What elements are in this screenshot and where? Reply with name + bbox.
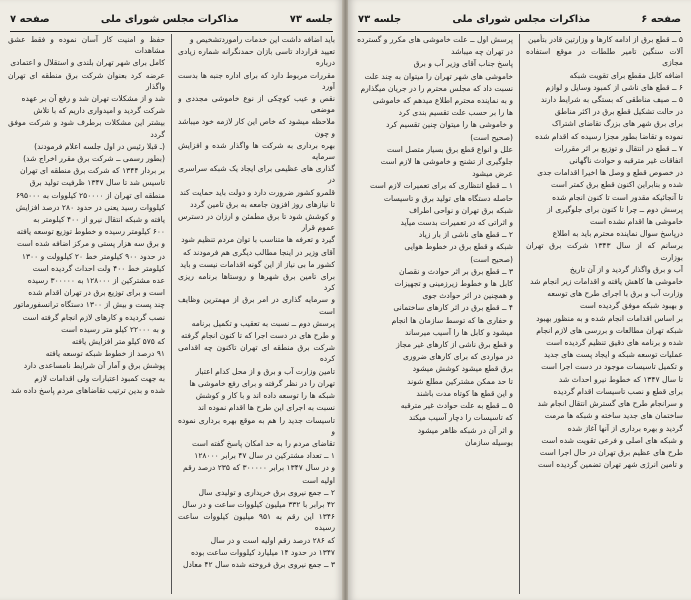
text-line: ۴ ــ قطع برق در اثر کارهای ساختمانی [393,303,513,313]
text-line: خاموشی ها کاهش یافته و اقدامات زیر انجام شد [530,277,683,287]
text-line: شبکه تهران مطالعات و بررسی های لازم انجام [536,325,683,335]
text-line: گذاری های عظیمی برای ایجاد یک شبکه سراسری در [178,164,335,185]
text-line: پاسخ جناب آقای وزیر آب و برق [413,59,513,69]
text-line: تا حد ممکن مشترکین مطلع شوند [407,376,513,386]
text-line: مقررات مربوط دارد که برای اداره جنبه ها بدست آورد [178,70,335,91]
text-line: چند پست و بیش از ۱۳۰۰ دستگاه ترانسفورماتور [13,300,165,310]
text-line: و بهبود شبکه موفق گردیده است [579,301,683,311]
text-line: برسانم که از سال ۱۳۴۳ شرکت برق تهران بوزارت [526,241,683,262]
text-line: اتفاقات غیر مترقبه و حوادث ناگهانی [569,156,683,166]
text-line: اولیه است [302,475,335,485]
text-line: کامل برای شهر تهران بلندی و استقلال و اعتمادی [10,58,165,68]
text-line: علل و انواع قطع برق بسیار متصل است [386,144,513,154]
text-line: عرضه کرد بعنوان شرکت برق منطقه ای تهران واگذار [8,70,165,91]
text-line: ۳ ــ جمع نیروی برق فروخته شده سال ۴۲ معادل [183,559,335,569]
text-line: نسبت داد که مجلس محترم را در جریان میگذارم [360,83,513,93]
column-divider [171,34,172,594]
header-rule [10,31,333,32]
text-line: تاسیس شد تا سال ۱۳۴۷ ظرفیت تولید برق [29,178,165,188]
text-line: برای برق شهر های بزرگ تقاضای اشتراک [552,119,683,129]
left-page-columns [8,34,335,594]
text-line: ۴۲ برابر با ۳۳۲ میلیون کیلووات ساعت و در سال [182,499,335,509]
text-line: شبکه برق تهران و نواحی اطراف [409,205,513,215]
text-line: و سرانجام طرح های گسترش انتقال انجام شد [537,399,683,409]
text-line: شبکه ها را توسعه داده اند و با کار و کوشش [195,391,335,401]
text-line: بر بردار ۱۳۴۴ که شرکت برق منطقه ای تهران [20,166,165,176]
text-line: ملاحظه میشود که خاص این کار لازمه خود میباشد و چون [178,117,335,138]
text-line: در خصوص قطع و وصل ها اخیرا اقدامات جدی [537,168,683,178]
left-page-title: مذاکرات مجلس شورای ملی [100,13,239,25]
text-line: ساختمان های جدید ساخته و شبکه ها مرمت [544,411,683,421]
text-line: تا سال ۱۳۴۷ که خطوط نیرو احداث شد [558,374,683,384]
text-line: و قطع برق ناشی از کارهای غیر مجاز [396,340,513,350]
text-line: باید اضافه داشت این خدمات راموردتشخیص و [190,35,335,44]
text-line: و تکمیل تاسیسات موجود در دست اجرا است [541,362,683,372]
text-line: نموده و تقاضا بطور مجزا رسیده که اقدام شده [535,131,683,141]
text-line: تاسیسات جدید را هم به موقع بهره برداری نموده و [178,415,335,436]
text-line: آلات سنگین تامیر طلطات در موقع استفاده مجازی [526,47,683,68]
text-line: شد و از مشکلات تهران شد و رفع آن بر عهده [21,94,165,104]
left-page-session: جلسه ۷۳ [289,13,333,25]
text-line: که ۲۸۶ درصد رقم اولیه است و در سال [210,535,335,545]
text-line: ۱ ــ تعداد مشترکین در سال ۴۷ برابر ۱۲۸۰۰۰ [194,451,335,461]
text-line: پرسش دوم ــ چرا تا کنون برای جلوگیری از [547,204,683,214]
text-line: (صحیح است) [470,254,513,264]
text-line: در حالت تشکیل قطع برق در اکثر مناطق [554,107,683,117]
right-page-title: مذاکرات مجلس شورای ملی [452,13,591,25]
text-line: نصب گردیده و کارهای لازم انجام گرفته است [22,312,165,322]
text-line: برای تامین برق شهرها و روستاها برنامه ریزی کرد [178,272,335,293]
left-page-number: صفحه ۷ [10,13,50,25]
text-line: برای قطع و نصب تاسیسات اقدام گردیده [553,386,683,396]
text-line: تعیید قرارداد تاسی بازان حمدنگرانه شماره زیادی درباره [178,47,335,68]
text-line: کشور ما بی نیاز از این گونه اقدامات نیست و باید [179,259,335,269]
text-line: در مواردی که برای کارهای ضروری [402,352,513,362]
text-line: بیشتر این مشکلات برطرف شود و شرکت موفق گردد [8,118,165,139]
text-line: و حفاری ها که توسط سازمان ها انجام [391,315,513,325]
text-line: عملیات توسعه شبکه و ایجاد پست های جدید [543,350,683,360]
text-line: (بطور رسمی ــ شرکت برق مقرر اخراج شد) [23,154,165,164]
text-line: یافته و شبکه انتقال نیرو از ۴۰۰ کیلومتر به [33,215,165,225]
text-line: میشود و کابل ها را آسیب میرساند [404,327,513,337]
text-line: گردید و بهره برداری از آنها آغاز شده [567,423,683,433]
text-line: و برق سه هزار پستی و مرکز اضافه شده است [16,239,165,249]
text-line: و شبکه های اصلی و فرعی تقویت شده است [541,435,683,445]
text-line: بر اساس اقدامات انجام شده و به منظور بهبود [536,313,683,323]
text-line: کابل ها و خطوط زیرزمینی و تجهیزات [394,279,513,289]
text-line: (ـ قبلا رئیس در اول جلسه اعلام فرمودند) [34,141,165,151]
text-line: (صحیح است) [470,132,513,142]
left-page-column-right [178,34,335,594]
text-line: تا نیازهای روز افزون جامعه به برق تامین گردد [190,199,335,209]
text-line: ۷ ــ قطع در انتقال و توزیع بر اثر مقررات [554,143,683,153]
right-page [348,0,691,600]
text-line: در تهران چه میباشد [451,47,513,57]
text-line: قلمرو کشور ضرورت دارد و دولت باید حمایت کند [179,187,335,197]
text-line: بهره برداری به شرکت ها واگذار شده و افزایش سرمایه [178,140,335,162]
left-page-column-left [8,34,165,594]
text-line: و این قطع ها کوتاه مدت باشند [416,388,513,398]
text-line: منطقه ای تهران از ۲۵۰۰۰۰ کیلووات به ۶۹۵۰۰۰ [15,190,165,200]
text-line: شده و برنامه های دقیق تنظیم گردیده است [546,338,683,348]
text-line: ۱۳۴۷ در حدود ۱۴ میلیارد کیلووات ساعت بوده [190,547,335,557]
text-line: به جهت کمبود اعتبارات ولی اقدامات لازم [34,373,165,383]
text-line: شرکت گردید و امیدواری داریم که با تلاش [33,106,165,116]
text-line: و طرح های در دست اجرا که تا کنون انجام گرفته [180,331,335,341]
right-page-number: صفحه ۶ [641,13,681,25]
text-line: و خاموشی ها را میتوان چنین تقسیم کرد [386,120,513,130]
text-line: نقص و عیب کوچکی از نوع خاموشی مجددی و موضعی [178,94,335,115]
column-divider [519,34,520,594]
text-line: تقاضای مردم را به حد امکان پاسخ گفته است [192,438,335,448]
text-line: تامین وزارت آب و برق و از محل کدام اعتبار [195,366,335,376]
text-line: شده و بدین ترتیب تقاضاهای مردم پاسخ داده شد [11,385,165,395]
text-line: کیلومتر خط ۴۰۰ ولت احداث گردیده است [32,263,165,273]
text-line: پوشش برق و آمار آن شرایط نامساعدی دارد [23,361,165,371]
right-page-header [358,10,681,28]
text-line: بوسیله سازمان [465,437,513,447]
text-line: آب و برق واگذار گردید و از آن تاریخ [569,264,683,274]
text-line: و سرمایه گذاری در امر برق از مهمترین وظایف است [178,295,335,316]
text-line: ۱ ــ قطع انتظاری که برای تعمیرات لازم است [369,181,513,191]
text-line: حفظ و امنیت کار آسان نموده و فقط عشق مشاهدات [8,35,165,56]
text-line: ۶ ــ قطع های ناشی از کمبود وسایل و لوازم [545,82,683,92]
text-line: و به ۲۲۰۰۰ کیلو متر رسیده است [61,324,165,334]
text-line: و همچنین در اثر حوادث جوی [422,291,513,301]
text-line: شرکت برق منطقه ای تهران تاکنون چه اقدامی کرده [178,343,335,364]
text-line: ۵ ــ قطع به علت حوادث غیر مترقبه [400,401,513,411]
text-line: جلوگیری از تشنج و خاموشی ها لازم است [380,157,513,167]
text-line: که ۵۷۵ کیلو متر افزایش یافته [71,337,165,347]
text-line: اضافه کابل مقطع برای تقویت شبکه [569,70,683,80]
text-line: و اثراتی که در تعمیرات بدست میآید [400,218,513,228]
text-line: و کوشش شود تا برق مطمئن و ارزان در دسترس عموم قرار [178,212,335,233]
text-line: ۲ ــ جمع نیروی برق خریداری و تولیدی سال [198,487,335,497]
text-line: و تامین انرژی شهر تهران تضمین گردیده است [537,460,683,470]
text-line: درپاسخ سوال نماینده محترم باید به اطلاع [552,229,683,239]
text-line: ۳ ــ قطع برق بر اثر حوادث و نقصان [398,266,513,276]
text-line: شبکه و قطع برق در خطوط هوایی [404,242,513,252]
text-line: است و برای توزیع برق در تهران اقدام شده [28,288,165,298]
text-line: کیلووات رسید یعنی در حدود ۲۸۰ درصد افزایش [15,202,165,212]
text-line: ۹۱ درصد از خطوط شبکه توسعه یافته [45,349,165,359]
header-rule [358,31,681,32]
text-line: تهران را در نظر گرفته و برای رفع خاموشی ها [189,378,335,388]
text-line: ها را بر حسب علت تقسیم بندی کرد [398,108,513,118]
text-line: ۱۳۴۶ این رقم به ۹۵۱ میلیون کیلووات ساعت رسیده [178,512,335,533]
text-line: ۵ ــ قطع برق از ادامه کارها و وزارتین قادر بتأمین [527,35,683,44]
text-line: و اثر آن در شبکه ظاهر میشود [417,425,513,435]
text-line: آقای وزیر در اینجا مطالب دیگری هم فرمودند که [183,247,335,257]
text-line: پرسش دوم ــ نسبت به تعقیب و تکمیل برنامه [191,318,335,328]
left-page [0,0,343,600]
text-line: عرض میشود [472,169,513,179]
text-line: و به نماینده محترم اطلاع میدهم که خاموشی [372,96,513,106]
right-page-column-left [356,34,513,594]
text-line: طرح های عظیم برق تهران در حال اجرا است [539,447,683,457]
text-line: ۲ ــ قطع های ناشی از بار زیاد [418,230,513,240]
text-line: که تاسیسات را دچار آسیب میکند [409,413,513,423]
text-line: گیرد و تعرفه ها متناسب با توان مردم تنظیم شود [181,235,335,245]
right-page-columns [356,34,683,594]
text-line: خاموشی های شهر تهران را میتوان به چند علت [364,71,513,81]
left-page-header [10,10,333,28]
text-line: وزارت آب و برق با اجرای طرح های توسعه [547,289,683,299]
text-line: عده مشترکین از ۱۲۸۰۰۰ به ۳۰۰۰۰۰ رسیده [27,276,165,286]
text-line: خاموشی ها اقدام نشده است [590,217,683,227]
text-line: برق قطع میشود کوشش میشود [412,364,513,374]
right-page-column-right [526,34,683,594]
text-line: در حدود ۹۰۰ کیلومتر خط ۲۰ کیلوولت و ۱۳۰۰ [21,251,165,261]
text-line: و در سال ۱۳۴۷ برابر ۳۰۰۰۰۰ که ۲۳۵ درصد رقم [183,463,335,473]
text-line: شده و بنابراین اکنون قطع برق کمتر است [551,180,683,190]
text-line: تا آنجائیکه مقدور است تا کنون انجام شده [552,192,683,202]
text-line: ۵ ــ صیف مناطقی که بستگی به شرایط دارند [540,95,683,105]
right-page-session: جلسه ۷۳ [358,13,402,25]
text-line: پرسش اول ــ علت خاموشی های مکرر و گسترده [357,35,513,44]
text-line: حاصله دستگاه های تولید برق و تاسیسات [383,193,513,203]
text-line: نسبت به اجرای این طرح ها اقدام نموده اند [197,403,335,413]
text-line: ۶۰۰ کیلومتر رسیده و خطوط توزیع توسعه یافته [16,227,165,237]
